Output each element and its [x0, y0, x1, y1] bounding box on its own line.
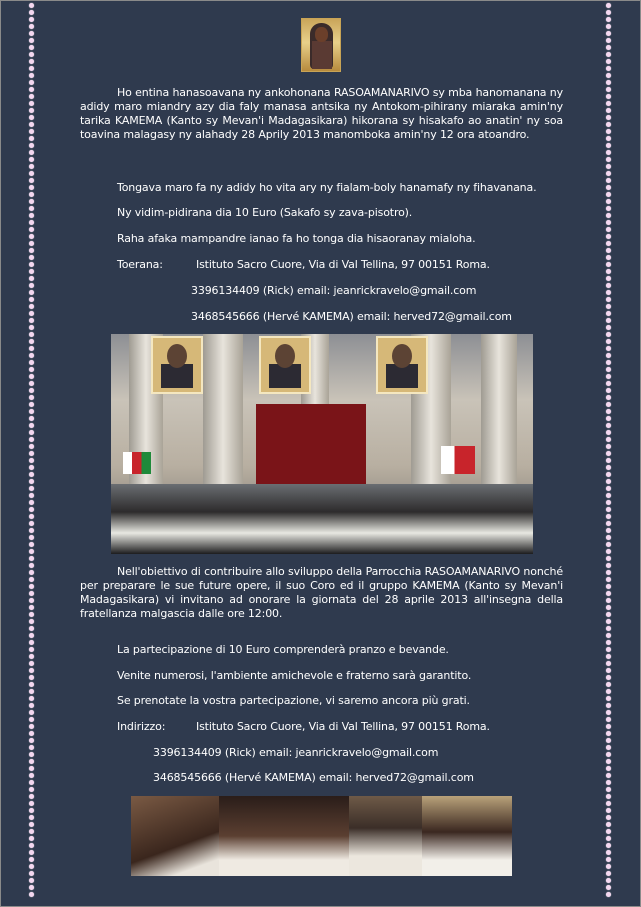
border-dot — [29, 150, 34, 155]
border-dot — [606, 745, 611, 750]
border-dot — [29, 3, 34, 8]
border-dot — [606, 290, 611, 295]
border-dot — [606, 332, 611, 337]
border-dot — [29, 416, 34, 421]
border-dot — [606, 759, 611, 764]
border-dot — [29, 381, 34, 386]
border-dot — [606, 73, 611, 78]
border-dot — [606, 143, 611, 148]
border-dot — [606, 857, 611, 862]
left-dotted-border — [29, 3, 35, 904]
border-dot — [29, 423, 34, 428]
border-dot — [29, 297, 34, 302]
border-dot — [29, 402, 34, 407]
border-dot — [29, 598, 34, 603]
border-dot — [606, 563, 611, 568]
border-dot — [606, 185, 611, 190]
border-dot — [29, 654, 34, 659]
border-dot — [29, 633, 34, 638]
border-dot — [29, 430, 34, 435]
border-dot — [606, 444, 611, 449]
border-dot — [606, 612, 611, 617]
border-dot — [29, 248, 34, 253]
border-dot — [606, 598, 611, 603]
border-dot — [606, 682, 611, 687]
border-dot — [606, 766, 611, 771]
border-dot — [29, 605, 34, 610]
italian-intro-paragraph: Nell'obiettivo di contribuire allo sviluppo della Parrocchia RASOAMANARIVO nonché per preparare le sue future opere, il suo Coro ed il gruppo KAMEMA (Kanto sy Mevan'i Madagasikara) vi invitano ad onorare la giornata del 28 aprile 2013 all'insegna della fratellanza malgascia dalle ore 12:00. — [80, 565, 563, 620]
border-dot — [606, 108, 611, 113]
border-dot — [29, 227, 34, 232]
border-dot — [29, 311, 34, 316]
border-dot — [606, 157, 611, 162]
border-dot — [29, 885, 34, 890]
border-dot — [606, 234, 611, 239]
border-dot — [606, 521, 611, 526]
border-dot — [29, 213, 34, 218]
border-dot — [29, 290, 34, 295]
border-dot — [606, 864, 611, 869]
border-dot — [606, 283, 611, 288]
border-dot — [606, 801, 611, 806]
border-dot — [29, 794, 34, 799]
border-dot — [606, 486, 611, 491]
border-dot — [606, 584, 611, 589]
border-dot — [606, 605, 611, 610]
border-dot — [29, 864, 34, 869]
border-dot — [606, 885, 611, 890]
border-dot — [29, 157, 34, 162]
border-dot — [606, 549, 611, 554]
border-dot — [29, 255, 34, 260]
border-dot — [606, 339, 611, 344]
border-dot — [29, 192, 34, 197]
border-dot — [29, 829, 34, 834]
border-dot — [606, 3, 611, 8]
border-dot — [606, 101, 611, 106]
border-dot — [606, 276, 611, 281]
border-dot — [606, 122, 611, 127]
border-dot — [606, 724, 611, 729]
border-dot — [606, 850, 611, 855]
italian-contact-2: 3468545666 (Hervé KAMEMA) email: herved72@gmail.com — [153, 771, 474, 784]
border-dot — [606, 479, 611, 484]
border-dot — [606, 367, 611, 372]
border-dot — [29, 332, 34, 337]
border-dot — [606, 311, 611, 316]
border-dot — [606, 388, 611, 393]
border-dot — [606, 255, 611, 260]
border-dot — [29, 346, 34, 351]
border-dot — [29, 528, 34, 533]
border-dot — [29, 878, 34, 883]
border-dot — [29, 696, 34, 701]
border-dot — [606, 304, 611, 309]
border-dot — [29, 164, 34, 169]
border-dot — [29, 731, 34, 736]
border-dot — [606, 395, 611, 400]
border-dot — [606, 402, 611, 407]
border-dot — [606, 437, 611, 442]
border-dot — [29, 17, 34, 22]
border-dot — [29, 808, 34, 813]
malagasy-line-4: Raha afaka mampandre ianao fa ho tonga dia hisaoranay mialoha. — [117, 232, 476, 245]
border-dot — [29, 304, 34, 309]
border-dot — [606, 773, 611, 778]
border-dot — [606, 129, 611, 134]
border-dot — [29, 10, 34, 15]
border-dot — [606, 150, 611, 155]
border-dot — [29, 521, 34, 526]
border-dot — [606, 213, 611, 218]
border-dot — [606, 577, 611, 582]
border-dot — [29, 724, 34, 729]
border-dot — [29, 563, 34, 568]
italian-line-3: Venite numerosi, l'ambiente amichevole e fraterno sarà garantito. — [117, 669, 472, 682]
group-photo — [111, 334, 533, 554]
border-dot — [29, 360, 34, 365]
border-dot — [29, 388, 34, 393]
border-dot — [606, 430, 611, 435]
border-dot — [29, 759, 34, 764]
border-dot — [29, 353, 34, 358]
border-dot — [29, 108, 34, 113]
border-dot — [606, 178, 611, 183]
border-dot — [606, 346, 611, 351]
border-dot — [29, 465, 34, 470]
border-dot — [29, 409, 34, 414]
border-dot — [29, 325, 34, 330]
border-dot — [606, 115, 611, 120]
border-dot — [606, 458, 611, 463]
border-dot — [29, 178, 34, 183]
malagasy-place: Istituto Sacro Cuore, Via di Val Tellina, 97 00151 Roma. — [196, 258, 490, 271]
border-dot — [29, 472, 34, 477]
border-dot — [29, 59, 34, 64]
border-dot — [606, 416, 611, 421]
border-dot — [606, 423, 611, 428]
border-dot — [606, 24, 611, 29]
border-dot — [29, 822, 34, 827]
border-dot — [29, 500, 34, 505]
border-dot — [29, 815, 34, 820]
border-dot — [29, 766, 34, 771]
border-dot — [606, 360, 611, 365]
italian-line-4: Se prenotate la vostra partecipazione, vi saremo ancora più grati. — [117, 694, 470, 707]
border-dot — [606, 780, 611, 785]
border-dot — [29, 717, 34, 722]
border-dot — [29, 318, 34, 323]
border-dot — [606, 500, 611, 505]
border-dot — [606, 647, 611, 652]
italian-place: Istituto Sacro Cuore, Via di Val Tellina, 97 00151 Roma. — [196, 720, 490, 733]
border-dot — [29, 80, 34, 85]
border-dot — [29, 549, 34, 554]
border-dot — [606, 241, 611, 246]
border-dot — [29, 836, 34, 841]
border-dot — [606, 17, 611, 22]
malagasy-contact-1: 3396134409 (Rick) email: jeanrickravelo@gmail.com — [191, 284, 477, 297]
border-dot — [606, 689, 611, 694]
border-dot — [606, 87, 611, 92]
border-dot — [606, 66, 611, 71]
border-dot — [606, 570, 611, 575]
border-dot — [606, 199, 611, 204]
border-dot — [29, 101, 34, 106]
choir-photo-strip — [131, 796, 512, 876]
border-dot — [29, 850, 34, 855]
border-dot — [29, 640, 34, 645]
border-dot — [29, 843, 34, 848]
border-dot — [606, 248, 611, 253]
border-dot — [606, 717, 611, 722]
border-dot — [606, 465, 611, 470]
border-dot — [606, 31, 611, 36]
border-dot — [606, 696, 611, 701]
border-dot — [29, 710, 34, 715]
border-dot — [29, 52, 34, 57]
border-dot — [606, 528, 611, 533]
border-dot — [29, 437, 34, 442]
border-dot — [29, 570, 34, 575]
border-dot — [606, 136, 611, 141]
border-dot — [606, 262, 611, 267]
border-dot — [29, 185, 34, 190]
border-dot — [606, 535, 611, 540]
border-dot — [606, 787, 611, 792]
border-dot — [29, 577, 34, 582]
border-dot — [606, 878, 611, 883]
border-dot — [606, 633, 611, 638]
border-dot — [606, 668, 611, 673]
border-dot — [606, 710, 611, 715]
border-dot — [606, 45, 611, 50]
border-dot — [29, 745, 34, 750]
italian-place-label: Indirizzo: — [117, 720, 166, 733]
italian-contact-1: 3396134409 (Rick) email: jeanrickravelo@gmail.com — [153, 746, 439, 759]
border-dot — [29, 787, 34, 792]
border-dot — [29, 66, 34, 71]
border-dot — [29, 444, 34, 449]
border-dot — [606, 794, 611, 799]
border-dot — [606, 619, 611, 624]
border-dot — [29, 892, 34, 897]
border-dot — [29, 276, 34, 281]
border-dot — [606, 738, 611, 743]
border-dot — [606, 227, 611, 232]
border-dot — [606, 871, 611, 876]
border-dot — [29, 535, 34, 540]
border-dot — [606, 164, 611, 169]
right-dotted-border — [606, 3, 612, 904]
border-dot — [606, 556, 611, 561]
border-dot — [29, 136, 34, 141]
border-dot — [29, 857, 34, 862]
border-dot — [606, 829, 611, 834]
border-dot — [606, 472, 611, 477]
border-dot — [606, 381, 611, 386]
border-dot — [29, 367, 34, 372]
border-dot — [29, 479, 34, 484]
border-dot — [29, 801, 34, 806]
border-dot — [606, 325, 611, 330]
border-dot — [606, 171, 611, 176]
border-dot — [29, 115, 34, 120]
border-dot — [606, 80, 611, 85]
border-dot — [29, 143, 34, 148]
border-dot — [29, 171, 34, 176]
border-dot — [29, 752, 34, 757]
border-dot — [29, 45, 34, 50]
border-dot — [606, 220, 611, 225]
border-dot — [606, 409, 611, 414]
border-dot — [29, 738, 34, 743]
border-dot — [29, 682, 34, 687]
border-dot — [29, 374, 34, 379]
border-dot — [606, 192, 611, 197]
border-dot — [606, 507, 611, 512]
border-dot — [606, 591, 611, 596]
border-dot — [606, 836, 611, 841]
border-dot — [606, 703, 611, 708]
border-dot — [29, 780, 34, 785]
border-dot — [606, 661, 611, 666]
border-dot — [29, 122, 34, 127]
border-dot — [29, 626, 34, 631]
border-dot — [29, 451, 34, 456]
malagasy-contact-2: 3468545666 (Hervé KAMEMA) email: herved72@gmail.com — [191, 310, 512, 323]
border-dot — [606, 752, 611, 757]
border-dot — [606, 892, 611, 897]
border-dot — [29, 339, 34, 344]
border-dot — [29, 220, 34, 225]
border-dot — [29, 612, 34, 617]
border-dot — [606, 731, 611, 736]
border-dot — [29, 556, 34, 561]
border-dot — [29, 493, 34, 498]
border-dot — [29, 262, 34, 267]
border-dot — [606, 514, 611, 519]
border-dot — [606, 822, 611, 827]
border-dot — [29, 619, 34, 624]
border-dot — [29, 73, 34, 78]
border-dot — [29, 24, 34, 29]
malagasy-intro-paragraph: Ho entina hanasoavana ny ankohonana RASOAMANARIVO sy mba hanomanana ny adidy maro miandry azy dia faly manasa antsika ny Antokom-pihirany miaraka amin'ny tarika KAMEMA (Kanto sy Mevan'i Madagasikara) hikorana sy hisakafo ao anatin' ny soa toavina malagasy ny alahady 28 Aprily 2013 manomboka amin'ny 12 ora atoandro. — [80, 86, 563, 141]
border-dot — [29, 283, 34, 288]
border-dot — [606, 626, 611, 631]
border-dot — [29, 395, 34, 400]
border-dot — [29, 507, 34, 512]
border-dot — [606, 52, 611, 57]
border-dot — [29, 38, 34, 43]
border-dot — [29, 199, 34, 204]
border-dot — [606, 815, 611, 820]
border-dot — [29, 591, 34, 596]
border-dot — [606, 10, 611, 15]
border-dot — [29, 689, 34, 694]
italian-line-2: La partecipazione di 10 Euro comprenderà pranzo e bevande. — [117, 643, 449, 656]
border-dot — [606, 654, 611, 659]
border-dot — [29, 661, 34, 666]
malagasy-place-label: Toerana: — [117, 258, 163, 271]
border-dot — [606, 38, 611, 43]
border-dot — [29, 269, 34, 274]
border-dot — [29, 675, 34, 680]
border-dot — [606, 353, 611, 358]
border-dot — [29, 486, 34, 491]
border-dot — [606, 843, 611, 848]
border-dot — [606, 269, 611, 274]
border-dot — [606, 59, 611, 64]
border-dot — [606, 542, 611, 547]
border-dot — [606, 493, 611, 498]
border-dot — [606, 206, 611, 211]
border-dot — [29, 647, 34, 652]
border-dot — [29, 129, 34, 134]
portrait-image — [301, 18, 341, 72]
border-dot — [29, 514, 34, 519]
border-dot — [29, 241, 34, 246]
border-dot — [29, 206, 34, 211]
border-dot — [606, 640, 611, 645]
malagasy-line-2: Tongava maro fa ny adidy ho vita ary ny fialam-boly hanamafy ny fihavanana. — [117, 181, 537, 194]
border-dot — [29, 87, 34, 92]
border-dot — [29, 773, 34, 778]
malagasy-line-3: Ny vidim-pidirana dia 10 Euro (Sakafo sy zava-pisotro). — [117, 206, 413, 219]
border-dot — [29, 542, 34, 547]
border-dot — [29, 871, 34, 876]
border-dot — [606, 297, 611, 302]
border-dot — [606, 451, 611, 456]
border-dot — [29, 234, 34, 239]
border-dot — [606, 675, 611, 680]
border-dot — [29, 458, 34, 463]
border-dot — [29, 584, 34, 589]
border-dot — [29, 703, 34, 708]
border-dot — [606, 808, 611, 813]
border-dot — [29, 31, 34, 36]
border-dot — [606, 318, 611, 323]
border-dot — [29, 668, 34, 673]
border-dot — [29, 94, 34, 99]
border-dot — [606, 94, 611, 99]
border-dot — [606, 374, 611, 379]
